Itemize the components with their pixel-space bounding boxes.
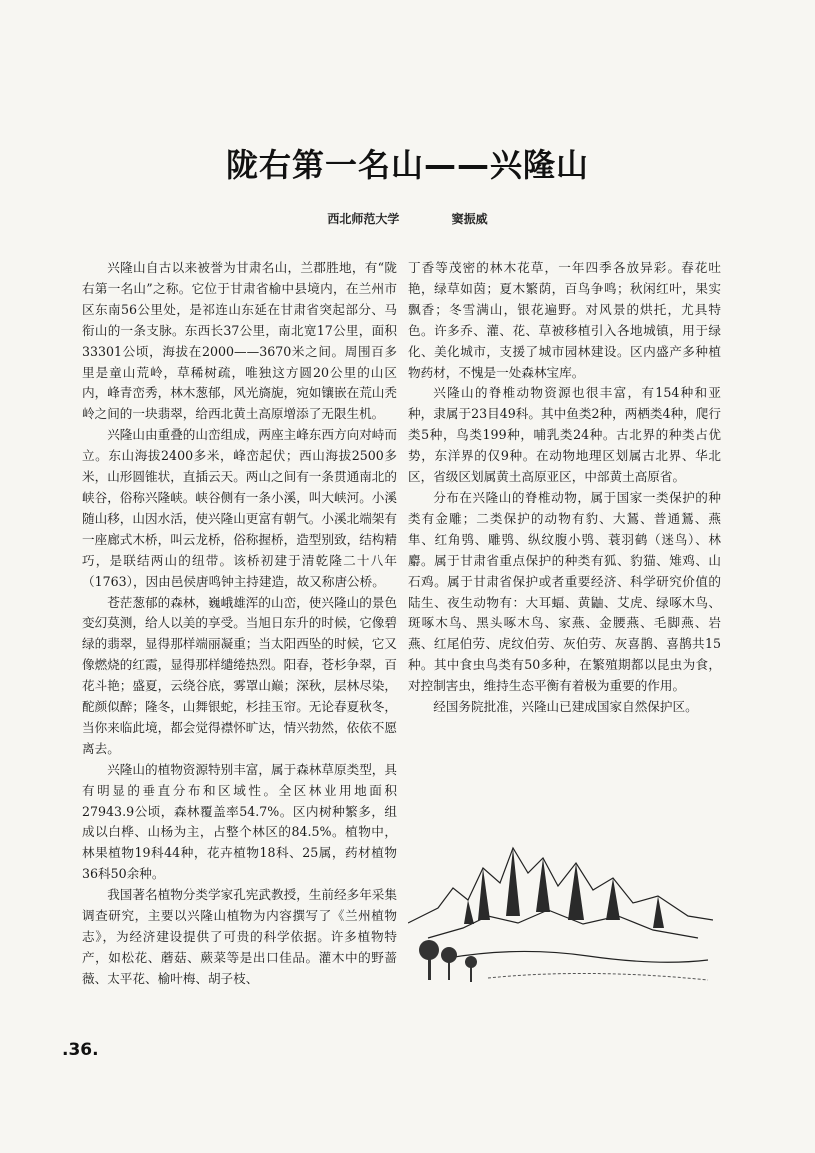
affiliation: 西北师范大学 — [327, 212, 400, 226]
left-column — [82, 258, 397, 990]
author-name: 窦振威 — [451, 212, 488, 226]
page-number: .36. — [62, 1040, 99, 1060]
paragraph-vertebrates: 兴隆山的脊椎动物资源也很丰富，有154种和亚种，隶属于23目49科。其中鱼类2种，两栖类4种，爬行类5种，鸟类199种，哺乳类24种。古北界的种类占优势，东洋界的仅9种。在动物地理区划属古北界、华北区，省级区划属黄土高原亚区，中部黄土高原省。 — [408, 385, 721, 485]
paragraph-botanist-continued: 丁香等茂密的林木花草，一年四季各放异彩。春花吐艳，绿草如茵；夏木繁荫，百鸟争鸣；秋闲红叶，果实飘香；冬雪满山，银花遍野。对风景的烘托，尤具特色。许多乔、灌、花、草被移植引入各地城镇，用于绿化、美化城市，支援了城市园林建设。区内盛产多种植物药材，不愧是一处森林宝库。 — [408, 260, 721, 380]
paragraph-plants: 兴隆山的植物资源特别丰富，属于森林草原类型，具有明显的垂直分布和区域性。全区林业用地面积27943.9公顷，森林覆盖率54.7%。区内树种繁多，组成以白桦、山杨为主，占整个林区的84.5%。植物中，林果植物19科44种，花卉植物18科、25属，药材植物36科50余种。 — [82, 761, 397, 882]
paragraph-intro: 兴隆山自古以来被誉为甘肃名山，兰郡胜地，有“陇右第一名山”之称。它位于甘肃省榆中县境内，在兰州市区东南56公里处，是祁连山东延在甘肃省突起部分、马衔山的一条支脉。东西长37公里，南北宽17公里，面积33301公顷，海拔在2000——3670米之间。周围百多里是童山荒岭，草稀树疏，唯独这方圆20公里的山区内，峰青峦秀，林木葱郁，风光旖旎，宛如镶嵌在荒山秃岭之间的一块翡翠，给西北黄土高原增添了无限生机。 — [82, 260, 397, 422]
right-column — [408, 258, 721, 718]
article-title: 陇右第一名山——兴隆山 — [225, 146, 589, 184]
mountain-landscape-drawing — [408, 828, 713, 998]
paragraph-reserve: 经国务院批准，兴隆山已建成国家自然保护区。 — [433, 699, 698, 715]
paragraph-scenery: 苍茫葱郁的森林，巍峨雄浑的山峦，使兴隆山的景色变幻莫测，给人以美的享受。当旭日东升的时候，它像碧绿的翡翠，显得那样端丽凝重；当太阳西坠的时候，它又像燃烧的红霞，显得那样缱绻热烈。阳春，苍杉争翠，百花斗艳；盛夏，云绕谷底，雾罩山巅；深秋，层林尽染，酡颜似醉；隆冬，山舞银蛇，杉挂玉帘。无论春夏秋冬，当你来临此境，都会觉得襟怀旷达，情兴勃然，依依不愿离去。 — [82, 594, 397, 756]
byline — [0, 210, 815, 227]
paragraph-protected-species: 分布在兴隆山的脊椎动物，属于国家一类保护的种类有金雕；二类保护的动物有豹、大鵟、普通鵟、燕隼、红角鸮、雕鸮、纵纹腹小鸮、蓑羽鹤（迷鸟）、林麝。属于甘肃省重点保护的种类有狐、豹猫、雉鸡、山石鸡。属于甘肃省保护或者重要经济、科学研究价值的陆生、夜生动物有：大耳蝠、黄鼬、艾虎、绿啄木鸟、斑啄木鸟、黑头啄木鸟、家燕、金腰燕、毛脚燕、岩燕、红尾伯劳、虎纹伯劳、灰伯劳、灰喜鹊、喜鹊共15种。其中食虫鸟类有50多种，在繁殖期都以昆虫为食，对控制害虫，维持生态平衡有着极为重要的作用。 — [408, 489, 721, 694]
paragraph-botanist: 我国著名植物分类学家孔宪武教授，生前经多年采集调查研究，主要以兴隆山植物为内容撰写了《兰州植物志》，为经济建设提供了可贵的科学依据。许多植物特产，如松花、蘑菇、蕨菜等是出口佳品。灌木中的野蔷薇、太平花、榆叶梅、胡子枝、 — [82, 887, 397, 986]
paragraph-terrain: 兴隆山由重叠的山峦组成，两座主峰东西方向对峙而立。东山海拔2400多米，峰峦起伏；西山海拔2500多米，山形圆锥状，直插云天。两山之间有一条贯通南北的峡谷，俗称兴隆峡。峡谷侧有一条小溪，叫大峡河。小溪随山移，山因水活，使兴隆山更富有朝气。小溪北端架有一座廊式木桥，叫云龙桥，俗称握桥，造型别致，结构精巧，是联结两山的纽带。该桥初建于清乾隆二十八年（1763），因由邑侯唐鸣钟主持建造，故又称唐公桥。 — [82, 427, 397, 589]
